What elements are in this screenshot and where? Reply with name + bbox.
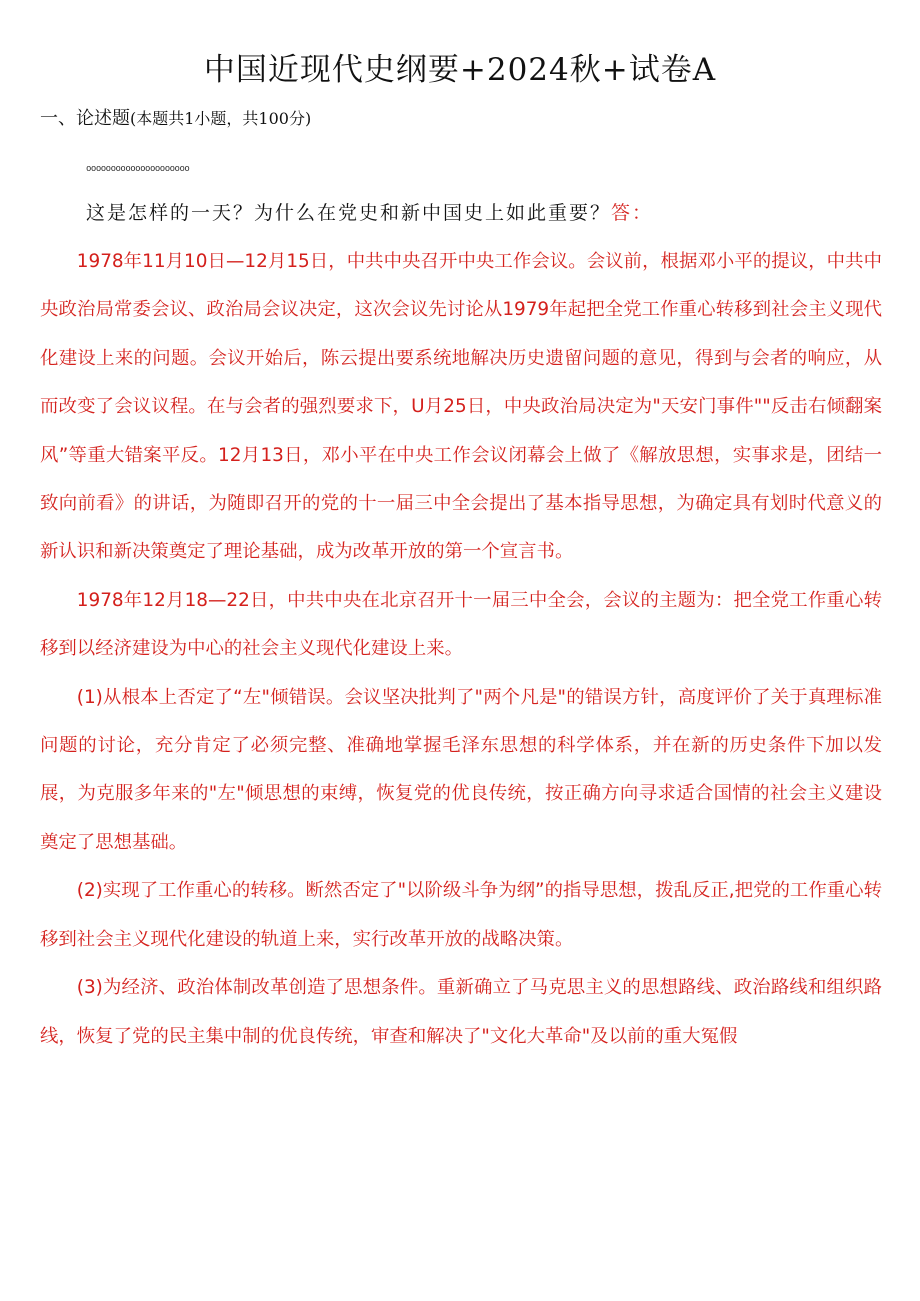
answer-paragraph: 1978年11月10日—12月15日，中共中央召开中央工作会议。会议前，根据邓小平的提议，中共中央政治局常委会议、政治局会议决定，这次会议先讨论从1979年起把全党工作重心转移到社会主义现代化建设上来的问题。会议开始后，陈云提出要系统地解决历史遗留问题的意见，得到与会者的响应，从而改变了会议议程。在与会者的强烈要求下，U月25日，中央政治局决定为"天安门事件""反击右倾翻案风”等重大错案平反。12月13日，邓小平在中央工作会议闭幕会上做了《解放思想，实事求是，团结一致向前看》的讲话，为随即召开的党的十一届三中全会提出了基本指导思想，为确定具有划时代意义的新认识和新决策奠定了理论基础，成为改革开放的第一个宣言书。 bbox=[40, 251, 882, 563]
question-text: 这是怎样的一天？为什么在党史和新中国史上如此重要？ bbox=[86, 202, 612, 224]
answer-body bbox=[40, 238, 882, 1061]
section-heading-row bbox=[40, 104, 311, 130]
answer-paragraph: (3)为经济、政治体制改革创造了思想条件。重新确立了马克思主义的思想路线、政治路线和组织路线，恢复了党的民主集中制的优良传统，审查和解决了"文化大革命"及以前的重大冤假 bbox=[40, 977, 882, 1047]
question-line bbox=[86, 198, 653, 225]
answer-paragraph: 1978年12月18—22日，中共中央在北京召开十一届三中全会，会议的主题为：把全党工作重心转移到以经济建设为中心的社会主义现代化建设上来。 bbox=[40, 589, 882, 660]
answer-paragraph: (1)从根本上否定了“左"倾错误。会议坚决批判了"两个凡是"的错误方针，高度评价了关于真理标准问题的讨论，充分肯定了必须完整、准确地掌握毛泽东思想的科学体系，并在新的历史条件下加以发展，为克服多年来的"左"倾思想的束缚，恢复党的优良传统，按正确方向寻求适合国情的社会主义建设奠定了思想基础。 bbox=[40, 686, 882, 853]
section-note: (本题共1小题，共100分) bbox=[130, 109, 312, 128]
dot-leader: ooooooooooooooooooooo bbox=[86, 164, 190, 174]
answer-label: 答： bbox=[611, 202, 654, 224]
document-title: 中国近现代史纲要+2024秋+试卷A bbox=[203, 52, 717, 88]
answer-paragraph: (2)实现了工作重心的转移。断然否定了"以阶级斗争为纲”的指导思想，拨乱反正,把党的工作重心转移到社会主义现代化建设的轨道上来，实行改革开放的战略决策。 bbox=[40, 880, 882, 950]
section-heading: 一、论述题 bbox=[40, 108, 130, 129]
